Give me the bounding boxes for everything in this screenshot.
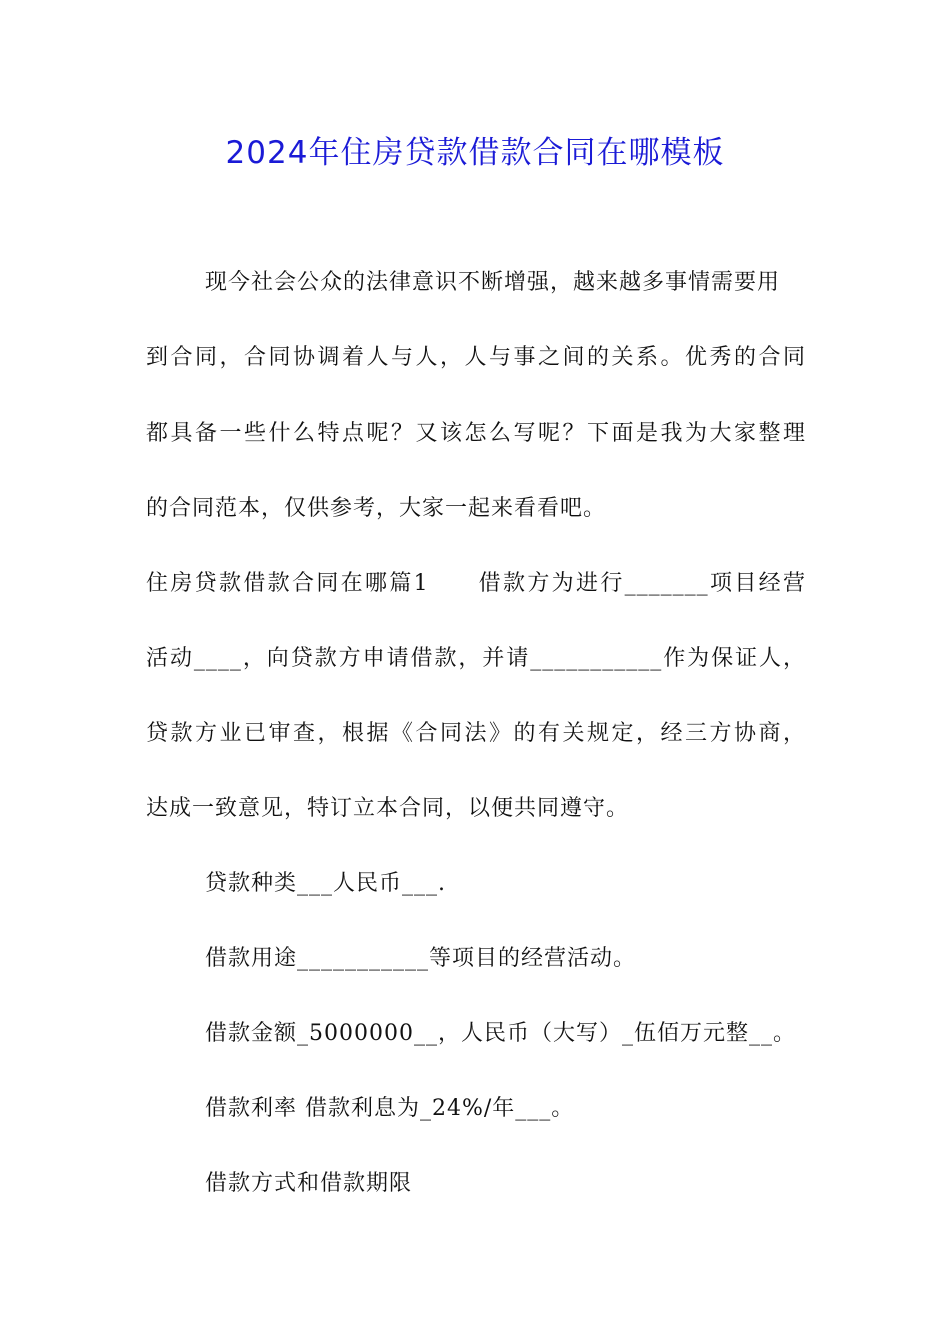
clause-interest-rate: 借款利率 借款利息为_24%/年___。 [205, 1096, 575, 1121]
section-line-4: 达成一致意见，特订立本合同，以便共同遵守。 [146, 796, 630, 821]
section-line-3: 贷款方业已审查，根据《合同法》的有关规定，经三方协商， [146, 721, 806, 746]
document-title: 2024年住房贷款借款合同在哪模板 [225, 135, 725, 171]
clause-loan-method: 借款方式和借款期限 [205, 1171, 413, 1196]
clause-loan-purpose: 借款用途___________等项目的经营活动。 [205, 946, 637, 971]
section-line-1: 住房贷款借款合同在哪篇1 借款方为进行_______项目经营 [146, 571, 806, 596]
intro-line-2: 到合同，合同协调着人与人，人与事之间的关系。优秀的合同 [146, 345, 806, 370]
section-line-2: 活动____，向贷款方申请借款，并请___________作为保证人， [146, 646, 806, 671]
clause-loan-type: 贷款种类___人民币___. [205, 871, 446, 896]
intro-line-4: 的合同范本，仅供参考，大家一起来看看吧。 [146, 496, 607, 521]
intro-line-1: 现今社会公众的法律意识不断增强，越来越多事情需要用 [205, 270, 781, 295]
clause-loan-amount: 借款金额_5000000__，人民币（大写）_伍佰万元整__。 [205, 1021, 796, 1046]
intro-line-3: 都具备一些什么特点呢？又该怎么写呢？下面是我为大家整理 [146, 421, 806, 446]
